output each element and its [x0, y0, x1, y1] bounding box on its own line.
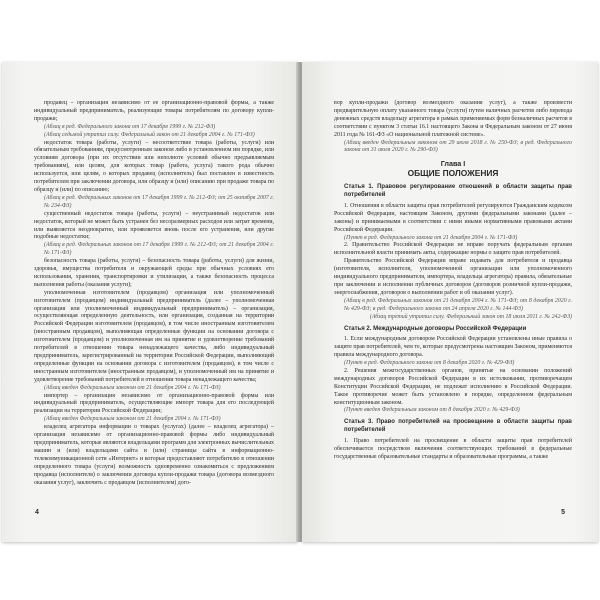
paragraph: 1. Право потребителей на просвещение в области защиты прав потребителей обеспечивается посредством включения соответствующих требований в федеральные государственные образовательные стандарты и образовательные программы, а также: [334, 437, 572, 460]
article-heading: Статья 3. Право потребителей на просвещение в области защиты прав потребителей: [344, 419, 572, 434]
paragraph: 2. Решения межгосударственных органов, принятые на основании положений международных договоров Российской Федерации в их истолковании, противоречащем Конституции Российской Федерации, не подлежат исполнению в Российской Федерации. Такое противоречие может быть установлено в порядке, определенном федеральным конституционным законом.: [334, 367, 572, 406]
paragraph: вор купли-продажи (договор возмездного оказания услуг), а также произвести предварительную оплату указанного товара (услуги) путем наличных расчетов либо перевода денежных средств владельцу агрегатора в рамках применяемых форм безналичных расчетов в соответствии с пунктом 3 статьи 16.1 настоящего Закона и Федеральным законом от 27 июня 2011 года № 161-ФЗ «О национальной платежной системе».: [334, 100, 572, 138]
amendment-note: (Абзац седьмой утратил силу. Федеральный закон от 21 декабря 2004 г. № 171-ФЗ): [44, 131, 255, 138]
amendment-note: (Абзац в ред. Федеральных законов от 17 декабря 1999 г. № 212-ФЗ; от 21 декабря 2004 г. № 171-ФЗ): [44, 242, 274, 257]
left-page-text: [34, 100, 274, 487]
amendment-note: (Пункт введен Федеральным законом от 8 декабря 2020 г. № 429-ФЗ): [344, 407, 520, 414]
paragraph: Правительство Российской Федерации вправе издавать для потребителя и продавца (изготовителя, исполнителя, уполномоченной организации или уполномоченного индивидуального предпринимателя, импортера, владельца агрегатора) правила, обязательные при заключении и исполнении публичных договоров (договоров розничной купли-продажи, энергоснабжения, договоров о выполнении работ и об оказании услуг).: [334, 258, 572, 296]
paragraph: безопасность товара (работы, услуги) – безопасность товара (работы, услуги) для жизни, здоровья, имущества потребителя и окружающей среды при обычных условиях его использования, хранения, транспортировки и утилизации, а также безопасность процесса выполнения работы (оказания услуги);: [34, 258, 274, 288]
paragraph: продавец – организация независимо от ее организационно-правовой формы, а также индивидуальный предприниматель, реализующие товары потребителям по договору купли-продажи;: [34, 100, 274, 122]
amendment-note: (Пункт в ред. Федерального закона от 21 декабря 2004 г. № 171-ФЗ): [344, 234, 518, 241]
amendment-note: (Абзац в ред. Федеральных законов от 21 декабря 2004 г. № 171-ФЗ; от 8 декабря 2020 г. № 429-ФЗ; в ред. Федерального закона от 24 апреля 2020 г. № 144-ФЗ): [344, 297, 572, 312]
paragraph: уполномоченная изготовителем (продавцом) организация или уполномоченный изготовителем (продавцом) индивидуальный предприниматель (далее – уполномоченная организация или уполномоченный индивидуальный предприниматель) – организация, осуществляющая определенную деятельность, или организация, созданная на территории Российской Федерации изготовителем (продавцом), в том числе иностранным изготовителем (иностранным продавцом), выполняющая определенные функции на основании договора с изготовителем (продавцом) и уполномоченная им на принятие и удовлетворение требований потребителей в отношении товара ненадлежащего качества, либо индивидуальный предприниматель, зарегистрированный на территории Российской Федерации, выполняющий определенные функции на основании договора с изготовителем (продавцом), в том числе с иностранным изготовителем (иностранным продавцом), и уполномоченный им на принятие и удовлетворение требований потребителей в отношении товара ненадлежащего качества;: [34, 289, 274, 383]
amendment-note: (Пункт в ред. Федерального закона от 8 декабря 2020 г. № 429-ФЗ): [344, 360, 515, 367]
paragraph: 1. Отношения в области защиты прав потребителей регулируются Гражданским кодексом Российской Федерации, настоящим Законом, другими федеральными законами (далее – законы) и принимаемыми в соответствии с ними иными нормативными правовыми актами Российской Федерации.: [334, 202, 572, 233]
paragraph: существенный недостаток товара (работы, услуги) – неустранимый недостаток или недостаток, который не может быть устранен без несоразмерных расходов или затрат времени, или выявляется неоднократно, или проявляется вновь после его устранения, или другие подобные недостатки;: [34, 210, 274, 241]
amendment-note: (Абзац в ред. Федеральных законов от 17 декабря 1999 г. № 212-ФЗ; от 25 октября 2007 г. № 234-ФЗ): [44, 194, 274, 209]
paragraph: недостаток товара (работы, услуги) – несоответствие товара (работы, услуги) или обязательным требованиям, предусмотренным законом либо в установленном им порядке, или условиям договора (при их отсутствии или неполноте условий обычно предъявляемым требованиям), или целям, для которых товар (работа, услуга) такого рода обычно используется, или целям, о которых продавец (исполнитель) был поставлен в известность потребителем при заключении договора, или образцу и (или) описанию при продаже товара по образцу и (или) по описанию;: [34, 139, 274, 193]
paragraph: владелец агрегатора информации о товарах (услугах) (далее – владелец агрегатора) – организация независимо от организационно-правовой формы либо индивидуальный предприниматель, которые являются владельцами программ для электронных вычислительных машин и (или) владельцами сайта и (или) страницы сайта в информационно-телекоммуникационной сети «Интернет» и которые предоставляют потребителю в отношении определенного товара (услуги) возможность одновременно ознакомиться с предложением продавца (исполнителя) о заключении договора купли-продажи товара (договора возмездного оказания услуг), заключить с продавцом (исполнителем) дого-: [34, 424, 274, 486]
amendment-note: (Абзац введен Федеральным законом от 21 декабря 2004 г. № 171-ФЗ): [44, 416, 221, 423]
left-page: [2, 62, 298, 542]
chapter-heading: Глава I: [440, 159, 466, 169]
amendment-note: (Абзац введен Федеральным законом от 21 декабря 2004 г. № 171-ФЗ): [44, 384, 221, 391]
left-page-number: 4: [35, 509, 39, 516]
open-booklet: [2, 62, 598, 550]
amendment-note: (Абзац в ред. Федерального закона от 17 декабря 1999 г. № 212-ФЗ): [44, 123, 216, 130]
right-page: [302, 62, 598, 542]
amendment-note: (Абзац третий утратил силу. Федеральный закон от 18 июля 2011 г. № 242-ФЗ): [369, 313, 572, 320]
right-page-text: [334, 100, 572, 462]
chapter-title: ОБЩИЕ ПОЛОЖЕНИЯ: [407, 168, 499, 179]
paragraph: 2. Правительство Российской Федерации не вправе поручать федеральным органам исполнительной власти принимать акты, содержащие нормы о защите прав потребителей.: [334, 242, 572, 257]
paragraph: импортер – организация независимо от организационно-правовой формы или индивидуальный предприниматель, осуществляющие импорт товара для его последующей реализации на территории Российской Федерации;: [34, 392, 274, 415]
amendment-note: (Абзац введен Федеральным законом от 29 июля 2018 г. № 250-ФЗ; в ред. Федерального закона от 31 июля 2020 г. № 290-ФЗ): [344, 139, 572, 154]
article-heading: Статья 2. Международные договоры Российской Федерации: [344, 325, 527, 332]
paragraph: 1. Если международным договором Российской Федерации установлены иные правила о защите прав потребителей, чем те, которые предусмотрены настоящим Законом, применяются правила международного договора.: [334, 336, 572, 359]
article-heading: Статья 1. Правовое регулирование отношений в области защиты прав потребителей: [344, 184, 572, 199]
right-page-number: 5: [561, 509, 565, 516]
